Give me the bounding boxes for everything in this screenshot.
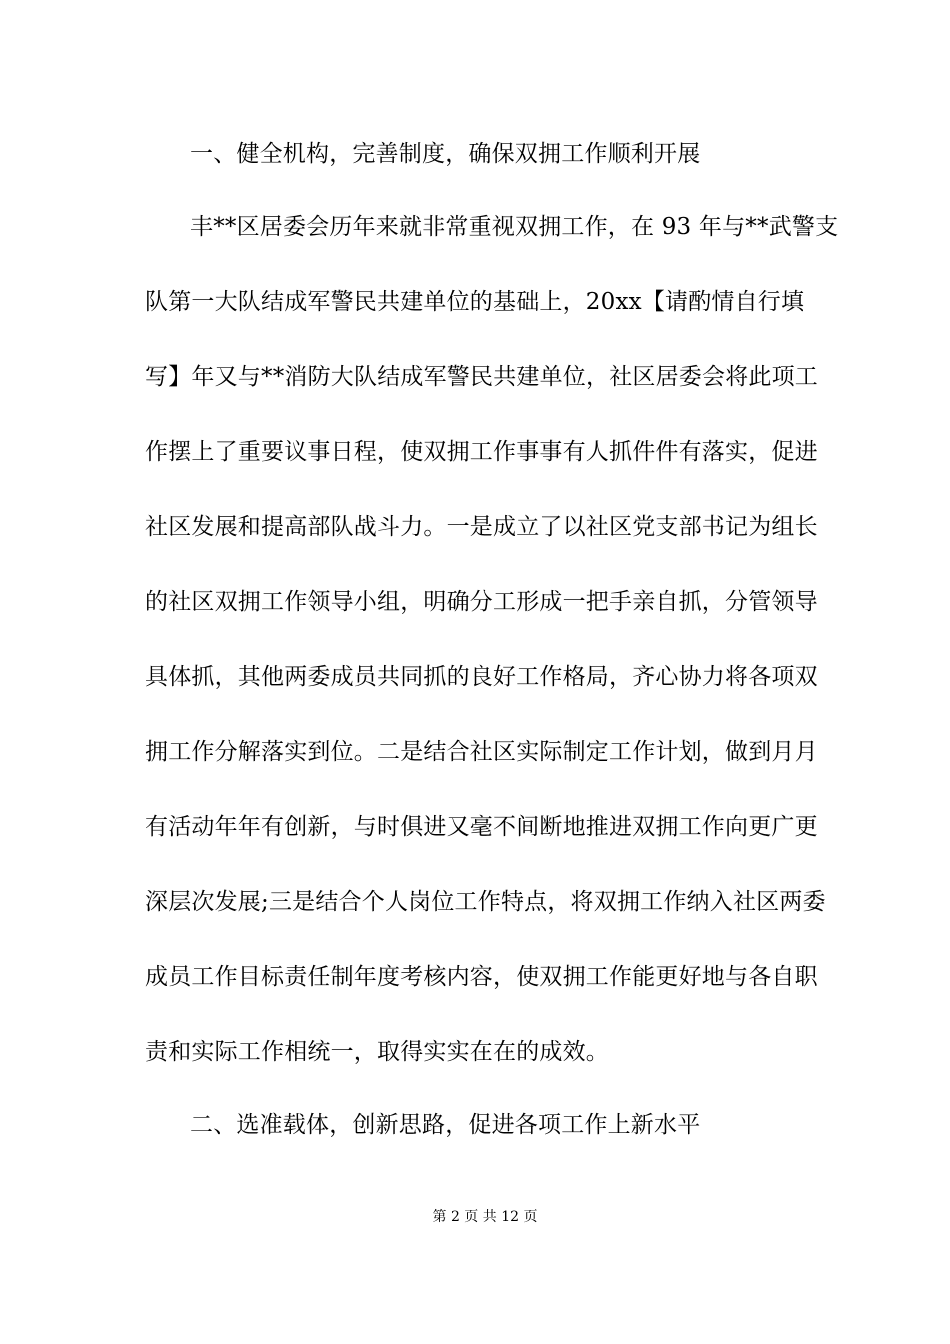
paragraph-line: 的社区双拥工作领导小组，明确分工形成一把手亲自抓，分管领导 (145, 589, 818, 615)
paragraph-line: 队第一大队结成军警民共建单位的基础上，20xx【请酌情自行填 (145, 289, 805, 315)
page-number-footer: 第 2 页 共 12 页 (432, 1209, 538, 1225)
paragraph-line: 社区发展和提高部队战斗力。一是成立了以社区党支部书记为组长 (145, 514, 818, 540)
paragraph-line: 丰**区居委会历年来就非常重视双拥工作，在 93 年与**武警支 (190, 214, 839, 240)
paragraph-line: 拥工作分解落实到位。二是结合社区实际制定工作计划，做到月月 (145, 739, 818, 765)
paragraph-line: 具体抓，其他两委成员共同抓的良好工作格局，齐心协力将各项双 (145, 664, 818, 690)
paragraph-line: 写】年又与**消防大队结成军警民共建单位，社区居委会将此项工 (145, 364, 818, 390)
paragraph-line: 深层次发展;三是结合个人岗位工作特点，将双拥工作纳入社区两委 (145, 889, 826, 915)
section-heading-2: 二、选准载体，创新思路，促进各项工作上新水平 (190, 1112, 701, 1138)
paragraph-line: 作摆上了重要议事日程，使双拥工作事事有人抓件件有落实，促进 (145, 439, 818, 465)
section-heading-1: 一、健全机构，完善制度，确保双拥工作顺利开展 (190, 141, 701, 167)
paragraph-line: 有活动年年有创新，与时俱进又毫不间断地推进双拥工作向更广更 (145, 814, 818, 840)
paragraph-line: 成员工作目标责任制年度考核内容，使双拥工作能更好地与各自职 (145, 964, 818, 990)
paragraph-line: 责和实际工作相统一，取得实实在在的成效。 (145, 1039, 609, 1065)
